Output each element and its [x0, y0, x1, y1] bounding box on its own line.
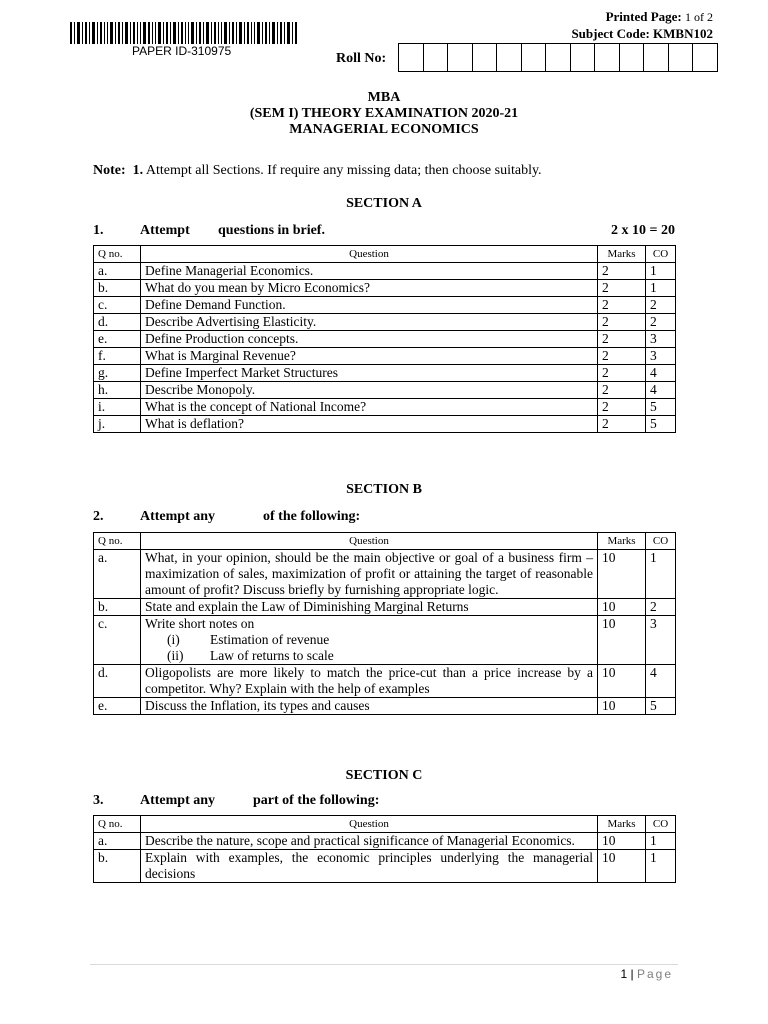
row-marks: 10 [598, 616, 646, 665]
paper-id: PAPER ID-310975 [132, 44, 232, 58]
col-qno: Q no. [94, 533, 141, 550]
row-no: a. [94, 833, 141, 850]
roll-no-box[interactable] [448, 43, 473, 72]
row-question: Define Production concepts. [141, 331, 598, 348]
row-co: 1 [646, 263, 676, 280]
sub-text: Law of returns to scale [210, 648, 334, 663]
table-row [94, 263, 676, 280]
table-row [94, 698, 676, 715]
page-separator: | [630, 967, 634, 981]
note-text: Attempt all Sections. If require any missing data; then choose suitably. [145, 163, 542, 178]
subject-code [571, 26, 713, 42]
row-question: What is deflation? [141, 416, 598, 433]
page-word: Page [636, 967, 673, 981]
table-row [94, 297, 676, 314]
roll-no-boxes[interactable] [398, 43, 718, 72]
roll-no-label: Roll No: [336, 51, 387, 66]
row-no: h. [94, 382, 141, 399]
col-marks: Marks [598, 246, 646, 263]
row-marks: 2 [598, 416, 646, 433]
row-marks: 10 [598, 833, 646, 850]
roll-no-box[interactable] [497, 43, 522, 72]
row-question: Explain with examples, the economic principles underlying the managerial decisions [141, 850, 598, 883]
row-question: Describe the nature, scope and practical significance of Managerial Economics. [141, 833, 598, 850]
row-marks: 10 [598, 599, 646, 616]
col-question: Question [141, 816, 598, 833]
roll-no-box[interactable] [669, 43, 694, 72]
row-no: c. [94, 616, 141, 665]
row-question: Define Imperfect Market Structures [141, 365, 598, 382]
row-co: 1 [646, 280, 676, 297]
note [93, 163, 542, 179]
row-no: d. [94, 665, 141, 698]
section-marks: 2 x 10 = 20 [611, 223, 675, 238]
instruction-part1: Attempt [140, 223, 190, 238]
instruction-part2: part of the following: [253, 793, 380, 808]
row-co: 3 [646, 348, 676, 365]
roll-no-box[interactable] [522, 43, 547, 72]
row-no: f. [94, 348, 141, 365]
row-marks: 2 [598, 331, 646, 348]
row-co: 5 [646, 416, 676, 433]
row-question: Define Demand Function. [141, 297, 598, 314]
row-question [141, 616, 598, 665]
row-co: 5 [646, 399, 676, 416]
exam-title: (SEM I) THEORY EXAMINATION 2020-21 [249, 106, 519, 121]
row-no: c. [94, 297, 141, 314]
sub-item [145, 632, 593, 648]
row-co: 4 [646, 365, 676, 382]
subject-code-value: KMBN102 [653, 26, 713, 41]
row-no: j. [94, 416, 141, 433]
barcode [70, 22, 298, 44]
table-row [94, 314, 676, 331]
row-question: What is Marginal Revenue? [141, 348, 598, 365]
section-b-heading: SECTION B [346, 482, 422, 497]
row-no: b. [94, 850, 141, 883]
row-no: b. [94, 280, 141, 297]
row-no: i. [94, 399, 141, 416]
instruction-part2: questions in brief. [218, 223, 325, 238]
row-co: 1 [646, 833, 676, 850]
row-co: 1 [646, 850, 676, 883]
instruction-part1: Attempt any [140, 793, 216, 808]
row-co: 5 [646, 698, 676, 715]
instruction-part1: Attempt any [140, 509, 216, 524]
row-marks: 10 [598, 698, 646, 715]
row-marks: 10 [598, 550, 646, 599]
row-question: Oligopolists are more likely to match the price-cut than a price increase by a competitor. Why? Explain with the help of examples [141, 665, 598, 698]
table-row [94, 399, 676, 416]
row-no: a. [94, 550, 141, 599]
subject-code-label: Subject Code: [571, 26, 650, 41]
roll-no-box[interactable] [644, 43, 669, 72]
row-marks: 2 [598, 399, 646, 416]
roll-no-box[interactable] [424, 43, 449, 72]
table-row [94, 348, 676, 365]
col-co: CO [646, 246, 676, 263]
col-co: CO [646, 533, 676, 550]
section-a-heading: SECTION A [346, 196, 422, 211]
row-question: Describe Advertising Elasticity. [141, 314, 598, 331]
row-no: g. [94, 365, 141, 382]
row-question-text: Write short notes on [145, 616, 255, 631]
table-row [94, 665, 676, 698]
printed-page-label: Printed Page: [605, 9, 682, 24]
col-marks: Marks [598, 816, 646, 833]
row-marks: 2 [598, 314, 646, 331]
row-co: 1 [646, 550, 676, 599]
instruction-part2: of the following: [263, 509, 361, 524]
row-no: d. [94, 314, 141, 331]
col-co: CO [646, 816, 676, 833]
roll-no-box[interactable] [473, 43, 498, 72]
row-marks: 2 [598, 348, 646, 365]
row-co: 4 [646, 665, 676, 698]
roll-no-box[interactable] [571, 43, 596, 72]
table-row [94, 550, 676, 599]
row-marks: 2 [598, 280, 646, 297]
row-question: Discuss the Inflation, its types and causes [141, 698, 598, 715]
row-marks: 2 [598, 365, 646, 382]
question-number: 3. [93, 793, 104, 808]
col-question: Question [141, 533, 598, 550]
col-marks: Marks [598, 533, 646, 550]
question-number: 1. [93, 223, 104, 238]
row-marks: 2 [598, 263, 646, 280]
printed-page-value: 1 of 2 [685, 10, 713, 24]
page-number: 1 [620, 967, 628, 981]
row-co: 4 [646, 382, 676, 399]
row-no: a. [94, 263, 141, 280]
roll-no-box[interactable] [693, 43, 718, 72]
roll-no-box[interactable] [620, 43, 645, 72]
footer-divider [90, 964, 678, 965]
note-num: 1. [132, 163, 144, 178]
sub-item [145, 648, 593, 664]
section-b-table [93, 532, 676, 715]
row-no: e. [94, 331, 141, 348]
row-question: What is the concept of National Income? [141, 399, 598, 416]
row-marks: 2 [598, 382, 646, 399]
page-footer [620, 967, 673, 981]
printed-page [606, 9, 713, 25]
row-question: What, in your opinion, should be the main objective or goal of a business firm – maximization of sales, maximization of profit or attaining the target of reasonable amount of profit? Discuss briefly by furnishing appropriate logic. [141, 550, 598, 599]
table-row [94, 616, 676, 665]
row-question: What do you mean by Micro Economics? [141, 280, 598, 297]
row-co: 2 [646, 314, 676, 331]
program-title: MBA [367, 90, 401, 105]
section-a-table [93, 245, 676, 433]
roll-no-box[interactable] [546, 43, 571, 72]
table-row [94, 850, 676, 883]
section-c-table [93, 815, 676, 883]
sub-index: (ii) [167, 648, 184, 663]
table-row [94, 599, 676, 616]
table-row [94, 280, 676, 297]
question-number: 2. [93, 509, 104, 524]
row-co: 3 [646, 616, 676, 665]
roll-no-box[interactable] [595, 43, 620, 72]
subject-title: MANAGERIAL ECONOMICS [289, 122, 479, 137]
sub-index: (i) [167, 632, 180, 647]
section-c-heading: SECTION C [345, 768, 423, 783]
sub-text: Estimation of revenue [210, 632, 330, 647]
row-co: 2 [646, 599, 676, 616]
row-no: b. [94, 599, 141, 616]
row-question: Describe Monopoly. [141, 382, 598, 399]
table-row [94, 833, 676, 850]
roll-no-box[interactable] [399, 43, 424, 72]
row-marks: 10 [598, 850, 646, 883]
row-co: 2 [646, 297, 676, 314]
col-question: Question [141, 246, 598, 263]
row-no: e. [94, 698, 141, 715]
table-row [94, 382, 676, 399]
row-question: Define Managerial Economics. [141, 263, 598, 280]
table-row [94, 365, 676, 382]
col-qno: Q no. [94, 246, 141, 263]
row-marks: 10 [598, 665, 646, 698]
col-qno: Q no. [94, 816, 141, 833]
row-question: State and explain the Law of Diminishing Marginal Returns [141, 599, 598, 616]
row-marks: 2 [598, 297, 646, 314]
row-co: 3 [646, 331, 676, 348]
table-row [94, 331, 676, 348]
table-row [94, 416, 676, 433]
note-label: Note: [93, 163, 126, 178]
